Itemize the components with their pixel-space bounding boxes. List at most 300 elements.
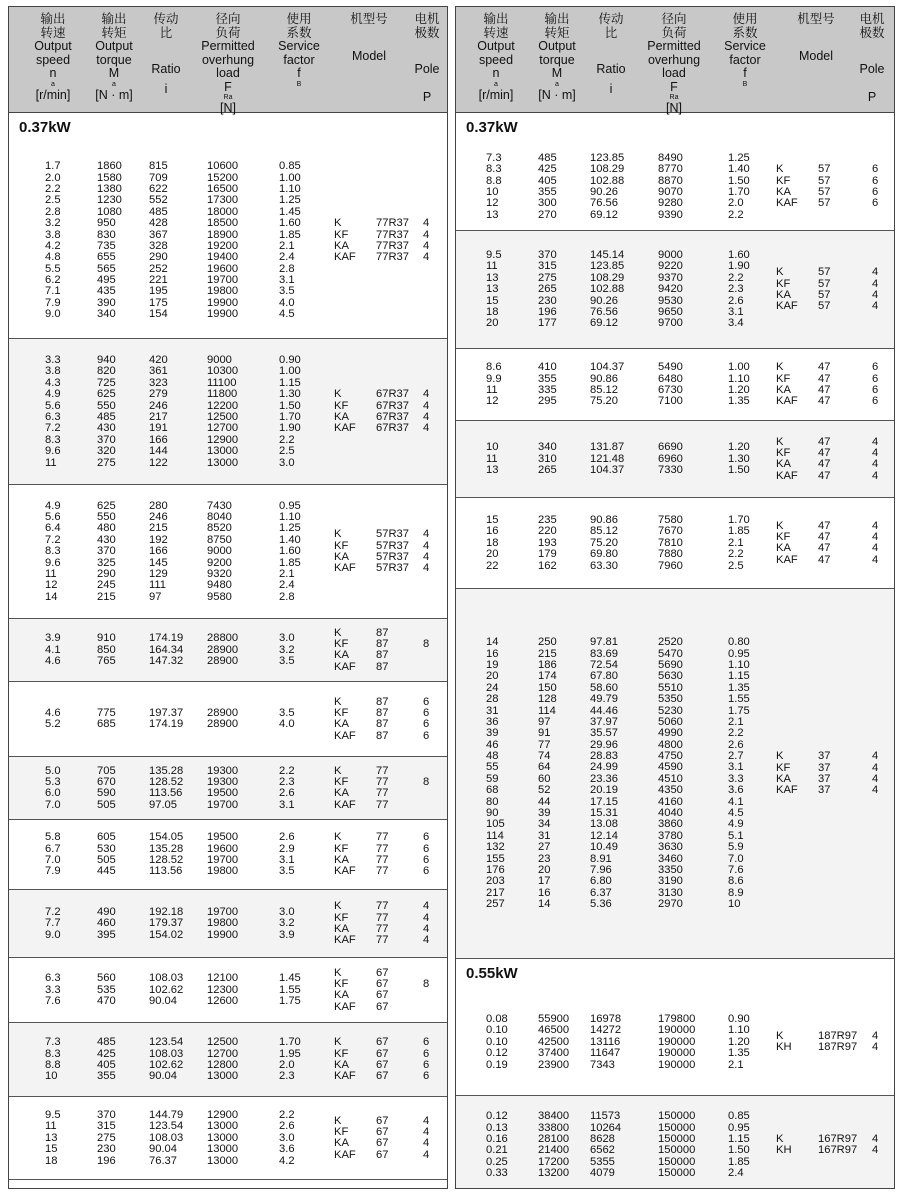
service-factor-cell: 3.0 [279, 1131, 295, 1144]
header-output-torque-line: a [112, 80, 116, 88]
torque-cell: 300 [538, 197, 557, 210]
ratio-cell: 104.37 [590, 464, 625, 477]
torque-cell: 310 [538, 452, 557, 465]
row-group [9, 485, 447, 619]
torque-cell: 23 [538, 852, 551, 865]
torque-cell: 295 [538, 395, 557, 408]
ratio-cell: 90.26 [590, 294, 618, 307]
model-number: 87 [376, 649, 389, 662]
speed-cell: 7.0 [45, 853, 61, 866]
model-block [9, 529, 447, 575]
load-cell: 179800 [658, 1013, 696, 1025]
load-cell: 13000 [207, 1120, 239, 1133]
pole-value: 4 [872, 553, 879, 566]
model-number: 77 [376, 900, 389, 913]
speed-cell: 9.0 [45, 308, 61, 321]
speed-cell: 28 [486, 693, 499, 706]
ratio-cell: 144 [149, 445, 168, 458]
speed-cell: 257 [486, 898, 505, 911]
torque-cell: 505 [97, 798, 116, 811]
row-group [9, 820, 447, 890]
service-factor-cell: 2.6 [728, 294, 744, 307]
ratio-cell: 428 [149, 217, 168, 230]
row-group [456, 1096, 894, 1189]
ratio-cell: 6.37 [590, 886, 612, 899]
load-cell: 19700 [207, 274, 239, 287]
service-factor-cell: 3.2 [279, 917, 295, 930]
torque-cell: 250 [538, 636, 557, 649]
torque-cell: 355 [538, 185, 557, 198]
torque-cell: 445 [97, 865, 116, 878]
ratio-cell: 113.56 [149, 787, 183, 800]
torque-cell: 480 [97, 522, 116, 535]
model-number: 67 [376, 1114, 389, 1127]
model-number: 37 [818, 784, 831, 797]
model-line [9, 1002, 447, 1013]
ratio-cell: 217 [149, 410, 168, 423]
load-cell: 19800 [207, 917, 239, 930]
ratio-cell: 123.85 [590, 151, 625, 164]
speed-cell: 12 [486, 395, 499, 408]
ratio-cell: 111 [149, 579, 167, 592]
pole-value: 4 [423, 251, 430, 264]
header-overhung-load-line: overhung [647, 52, 701, 67]
load-cell: 3130 [658, 886, 683, 899]
torque-cell: 625 [97, 388, 116, 401]
torque-cell: 370 [97, 1109, 116, 1121]
pole-value: 4 [423, 539, 430, 552]
service-factor-cell: 1.75 [728, 704, 750, 717]
pole-value: 6 [872, 361, 879, 374]
header-output-speed-line: 输出 [483, 12, 509, 26]
ratio-cell: 195 [149, 285, 168, 298]
torque-cell: 560 [97, 972, 116, 985]
header-output-speed-line: a [494, 80, 498, 88]
header-overhung-load-line: Ra [669, 94, 679, 101]
model-number: 57R37 [376, 550, 409, 563]
torque-cell: 370 [97, 433, 116, 446]
load-cell: 12800 [207, 1058, 239, 1071]
model-type: KA [776, 383, 791, 396]
model-type: KAF [776, 197, 798, 210]
header-ratio-line: Ratio [596, 62, 626, 76]
header-output-speed-line: Output [477, 39, 515, 53]
power-heading: 0.37kW [466, 119, 518, 136]
service-factor-cell: 4.5 [728, 807, 744, 820]
service-factor-cell: 2.2 [728, 271, 744, 284]
load-cell: 6730 [658, 383, 683, 396]
service-factor-cell: 1.85 [728, 525, 750, 538]
ratio-cell: 361 [149, 365, 168, 378]
model-line [456, 396, 894, 407]
speed-cell: 13 [486, 208, 499, 221]
service-factor-cell: 2.0 [728, 197, 744, 210]
model-number: 47 [818, 435, 831, 448]
ratio-cell: 135.28 [149, 764, 184, 777]
header-overhung-load [193, 13, 263, 116]
header-overhung-load-line: Permitted [647, 39, 701, 53]
load-cell: 9700 [658, 317, 683, 330]
load-cell: 18900 [207, 228, 239, 241]
header-output-speed-line: n [49, 66, 57, 80]
ratio-cell: 17.15 [590, 795, 618, 808]
torque-cell: 370 [97, 545, 116, 558]
load-cell: 13000 [207, 1131, 239, 1144]
ratio-cell: 252 [149, 262, 168, 275]
speed-cell: 7.3 [486, 151, 502, 164]
row-group [9, 682, 447, 757]
torque-cell: 605 [97, 831, 116, 844]
service-factor-cell: 3.3 [728, 772, 744, 785]
speed-cell: 3.8 [45, 365, 61, 378]
table-row [456, 318, 894, 329]
ratio-cell: 215 [149, 522, 168, 535]
speed-cell: 3.2 [45, 217, 61, 230]
model-number: 47 [818, 395, 831, 408]
model-type: KA [334, 718, 349, 731]
ratio-cell: 11647 [590, 1047, 621, 1060]
pole-value: 4 [423, 1148, 430, 1161]
load-cell: 19600 [207, 842, 239, 855]
speed-cell: 6.3 [45, 972, 61, 985]
torque-cell: 320 [97, 445, 116, 458]
load-cell: 9390 [658, 208, 683, 221]
model-type: K [334, 528, 342, 541]
service-factor-cell: 1.85 [728, 1155, 750, 1168]
model-number: 77 [376, 842, 389, 855]
header-model-line: 机型号 [350, 12, 388, 26]
speed-cell: 14 [45, 590, 58, 603]
model-line [9, 1037, 447, 1048]
load-cell: 19300 [207, 776, 239, 789]
header-service-factor-line: 系数 [732, 25, 758, 40]
load-cell: 19900 [207, 296, 239, 309]
model-line [9, 866, 447, 877]
torque-cell: 60 [538, 772, 551, 785]
torque-cell: 470 [97, 995, 116, 1008]
speed-cell: 155 [486, 852, 505, 865]
row-group [9, 958, 447, 1023]
pole-value: 4 [423, 388, 430, 401]
load-cell: 150000 [658, 1110, 696, 1123]
torque-cell: 275 [97, 456, 116, 469]
right-table [455, 6, 895, 1189]
header-ratio-line: 比 [604, 25, 618, 40]
pole-value: 4 [423, 911, 430, 924]
ratio-cell: 129 [149, 568, 168, 581]
model-block [9, 968, 447, 1014]
ratio-cell: 131.87 [590, 441, 625, 454]
service-factor-cell: 4.0 [279, 296, 295, 309]
load-cell: 19500 [207, 787, 239, 800]
pole-value: 4 [423, 550, 430, 563]
torque-cell: 196 [538, 306, 557, 319]
model-line [456, 751, 894, 762]
ratio-cell: 154.05 [149, 831, 184, 844]
model-line [456, 198, 894, 209]
load-cell: 11800 [207, 388, 238, 401]
load-cell: 5690 [658, 658, 683, 671]
speed-cell: 5.6 [45, 511, 61, 524]
model-number: 47 [818, 458, 831, 471]
torque-cell: 505 [97, 853, 116, 866]
load-cell: 19900 [207, 308, 239, 321]
ratio-cell: 23.36 [590, 772, 618, 785]
service-factor-cell: 1.25 [279, 194, 301, 207]
model-number: 47 [818, 469, 831, 482]
load-cell: 18000 [207, 205, 239, 218]
pole-value: 4 [872, 458, 879, 471]
speed-cell: 8.8 [45, 1058, 61, 1071]
model-type: KAF [776, 784, 798, 797]
row-group [9, 339, 447, 485]
model-block [9, 389, 447, 435]
model-line [9, 832, 447, 843]
model-number: 37 [818, 761, 831, 774]
torque-cell: 16 [538, 886, 551, 899]
speed-cell: 18 [486, 306, 499, 319]
model-number: 47 [818, 447, 831, 460]
service-factor-cell: 1.75 [279, 995, 301, 1008]
ratio-cell: 128.52 [149, 853, 184, 866]
torque-cell: 565 [97, 262, 116, 275]
service-factor-cell: 2.8 [279, 262, 295, 275]
model-number: 77 [376, 865, 389, 878]
speed-cell: 15 [45, 1143, 58, 1156]
service-factor-cell: 3.9 [279, 928, 295, 941]
load-cell: 13000 [207, 456, 239, 469]
ratio-cell: 97.81 [590, 636, 618, 649]
pole-value: 6 [423, 1058, 430, 1071]
model-number: 77R37 [376, 239, 409, 252]
pole-value: 4 [423, 1126, 430, 1139]
service-factor-cell: 2.2 [728, 548, 744, 561]
ratio-cell: 83.69 [590, 647, 618, 660]
header-service-factor-line: f [297, 66, 301, 80]
model-line [9, 800, 447, 811]
model-line [456, 164, 894, 175]
model-block [456, 751, 894, 797]
speed-cell: 5.5 [45, 262, 61, 275]
model-type: KF [776, 174, 791, 187]
speed-cell: 4.9 [45, 388, 61, 401]
speed-cell: 7.9 [45, 296, 61, 309]
service-factor-cell: 2.2 [279, 1109, 295, 1121]
model-number: 67 [376, 1000, 389, 1013]
model-line [9, 563, 447, 574]
load-cell: 12700 [207, 422, 239, 435]
speed-cell: 7.3 [45, 1036, 61, 1049]
model-block [9, 697, 447, 743]
pole-value: 4 [872, 761, 879, 774]
service-factor-cell: 2.2 [728, 208, 744, 221]
load-cell: 5060 [658, 715, 683, 728]
ratio-cell: 108.29 [590, 163, 625, 176]
model-type: KAF [334, 1070, 356, 1083]
model-line [9, 662, 447, 673]
model-number: 67 [376, 966, 389, 979]
speed-cell: 8.3 [45, 545, 61, 558]
service-factor-cell: 2.1 [728, 1058, 744, 1071]
service-factor-cell: 1.50 [728, 174, 750, 187]
load-cell: 13000 [207, 1070, 239, 1083]
torque-cell: 21400 [538, 1144, 570, 1157]
speed-cell: 0.16 [486, 1133, 508, 1146]
service-factor-cell: 3.5 [279, 655, 295, 668]
model-number: 77 [376, 831, 389, 844]
ratio-cell: 16978 [590, 1013, 622, 1025]
ratio-cell: 10264 [590, 1121, 622, 1134]
service-factor-cell: 1.10 [279, 182, 301, 195]
header-output-speed-line: Output [34, 39, 72, 53]
header-overhung-load [639, 13, 709, 116]
model-type: KA [776, 772, 791, 785]
model-number: 77 [376, 853, 389, 866]
torque-cell: 550 [97, 399, 116, 412]
torque-cell: 670 [97, 776, 116, 789]
model-line [9, 389, 447, 400]
service-factor-cell: 1.15 [279, 376, 301, 389]
torque-cell: 265 [538, 464, 557, 477]
model-line [456, 471, 894, 482]
load-cell: 13000 [207, 1154, 239, 1167]
pole-value: 4 [423, 399, 430, 412]
header-overhung-load-line: load [662, 66, 686, 80]
service-factor-cell: 2.7 [728, 750, 744, 763]
ratio-cell: 85.12 [590, 383, 618, 396]
service-factor-cell: 1.00 [728, 361, 750, 374]
header-overhung-load-line: 负荷 [661, 25, 687, 40]
speed-cell: 8.6 [486, 361, 502, 374]
load-cell: 19200 [207, 239, 239, 252]
pole-value: 4 [423, 934, 430, 947]
service-factor-cell: 0.95 [728, 647, 750, 660]
torque-cell: 46500 [538, 1024, 570, 1037]
ratio-cell: 20.19 [590, 784, 618, 797]
header-pole-line: Pole [859, 62, 885, 76]
pole-value: 4 [423, 1137, 430, 1150]
speed-cell: 0.21 [486, 1144, 508, 1157]
speed-cell: 3.8 [45, 228, 61, 241]
header-output-speed [466, 13, 526, 102]
pole-value: 4 [872, 750, 879, 763]
load-cell: 7430 [207, 499, 232, 512]
torque-cell: 14 [538, 898, 551, 911]
torque-cell: 390 [97, 296, 116, 309]
ratio-cell: 102.88 [590, 283, 625, 296]
model-type: KF [334, 228, 349, 241]
left-table [8, 6, 448, 1189]
model-type: KF [334, 399, 349, 412]
pole-value: 8 [423, 638, 430, 651]
service-factor-cell: 2.1 [728, 536, 744, 549]
speed-cell: 6.7 [45, 842, 61, 855]
ratio-cell: 102.62 [149, 1058, 184, 1071]
service-factor-cell: 4.5 [279, 308, 295, 321]
service-factor-cell: 3.2 [279, 643, 295, 656]
ratio-cell: 85.12 [590, 525, 618, 538]
service-factor-cell: 2.1 [279, 239, 295, 252]
model-number: 77R37 [376, 217, 409, 230]
row-group [456, 143, 894, 231]
ratio-cell: 279 [149, 388, 168, 401]
header-service-factor-line: Service [724, 39, 766, 53]
header-overhung-load-line: [N] [220, 101, 236, 115]
torque-cell: 42500 [538, 1035, 570, 1048]
load-cell: 150000 [658, 1167, 696, 1180]
model-block [456, 362, 894, 408]
pole-value: 6 [872, 163, 879, 176]
header-output-torque-line: Output [95, 39, 133, 53]
ratio-cell: 49.79 [590, 693, 618, 706]
speed-cell: 8.8 [486, 174, 502, 187]
model-number: 67 [376, 978, 389, 991]
ratio-cell: 192 [149, 533, 168, 546]
service-factor-cell: 1.10 [728, 372, 750, 385]
speed-cell: 0.10 [486, 1024, 508, 1037]
speed-cell: 16 [486, 647, 499, 660]
torque-cell: 245 [97, 579, 116, 592]
service-factor-cell: 2.3 [279, 776, 295, 789]
speed-cell: 4.1 [45, 643, 61, 656]
speed-cell: 4.8 [45, 251, 61, 264]
service-factor-cell: 1.50 [728, 1144, 750, 1157]
load-cell: 190000 [658, 1035, 696, 1048]
ratio-cell: 154 [149, 308, 168, 321]
speed-cell: 0.12 [486, 1110, 508, 1123]
ratio-cell: 179.37 [149, 917, 184, 930]
model-line [9, 218, 447, 229]
pole-value: 6 [423, 729, 430, 742]
service-factor-cell: 2.6 [279, 787, 295, 800]
speed-cell: 2.0 [45, 171, 61, 184]
torque-cell: 405 [538, 174, 557, 187]
model-type: KAF [334, 729, 356, 742]
model-type: K [776, 361, 784, 374]
model-block [9, 901, 447, 947]
pole-value: 4 [872, 772, 879, 785]
row-group [456, 589, 894, 959]
ratio-cell: 552 [149, 194, 168, 207]
ratio-cell: 69.80 [590, 548, 618, 561]
pole-value: 4 [423, 922, 430, 935]
load-cell: 4590 [658, 761, 683, 774]
torque-cell: 20 [538, 864, 551, 876]
pole-value: 8 [423, 978, 430, 991]
ratio-cell: 7.96 [590, 864, 612, 876]
ratio-cell: 5.36 [590, 898, 612, 911]
header-output-torque-line: a [555, 80, 559, 88]
header-service-factor-line: B [296, 80, 302, 88]
torque-cell: 315 [538, 260, 557, 273]
speed-cell: 11 [486, 383, 498, 396]
model-type: KA [334, 922, 349, 935]
load-cell: 9220 [658, 260, 683, 273]
pole-value: 4 [872, 300, 879, 313]
torque-cell: 685 [97, 718, 116, 731]
model-type: K [334, 1036, 342, 1049]
load-cell: 9070 [658, 185, 683, 198]
service-factor-cell: 2.6 [279, 1120, 295, 1133]
speed-cell: 36 [486, 715, 499, 728]
header-pole-line: 电机 [414, 12, 440, 26]
model-line [456, 785, 894, 796]
model-type: KH [776, 1041, 792, 1054]
load-cell: 10300 [207, 365, 239, 378]
pole-value: 4 [423, 900, 430, 913]
torque-cell: 485 [97, 1036, 116, 1049]
model-type: KA [334, 1137, 349, 1150]
